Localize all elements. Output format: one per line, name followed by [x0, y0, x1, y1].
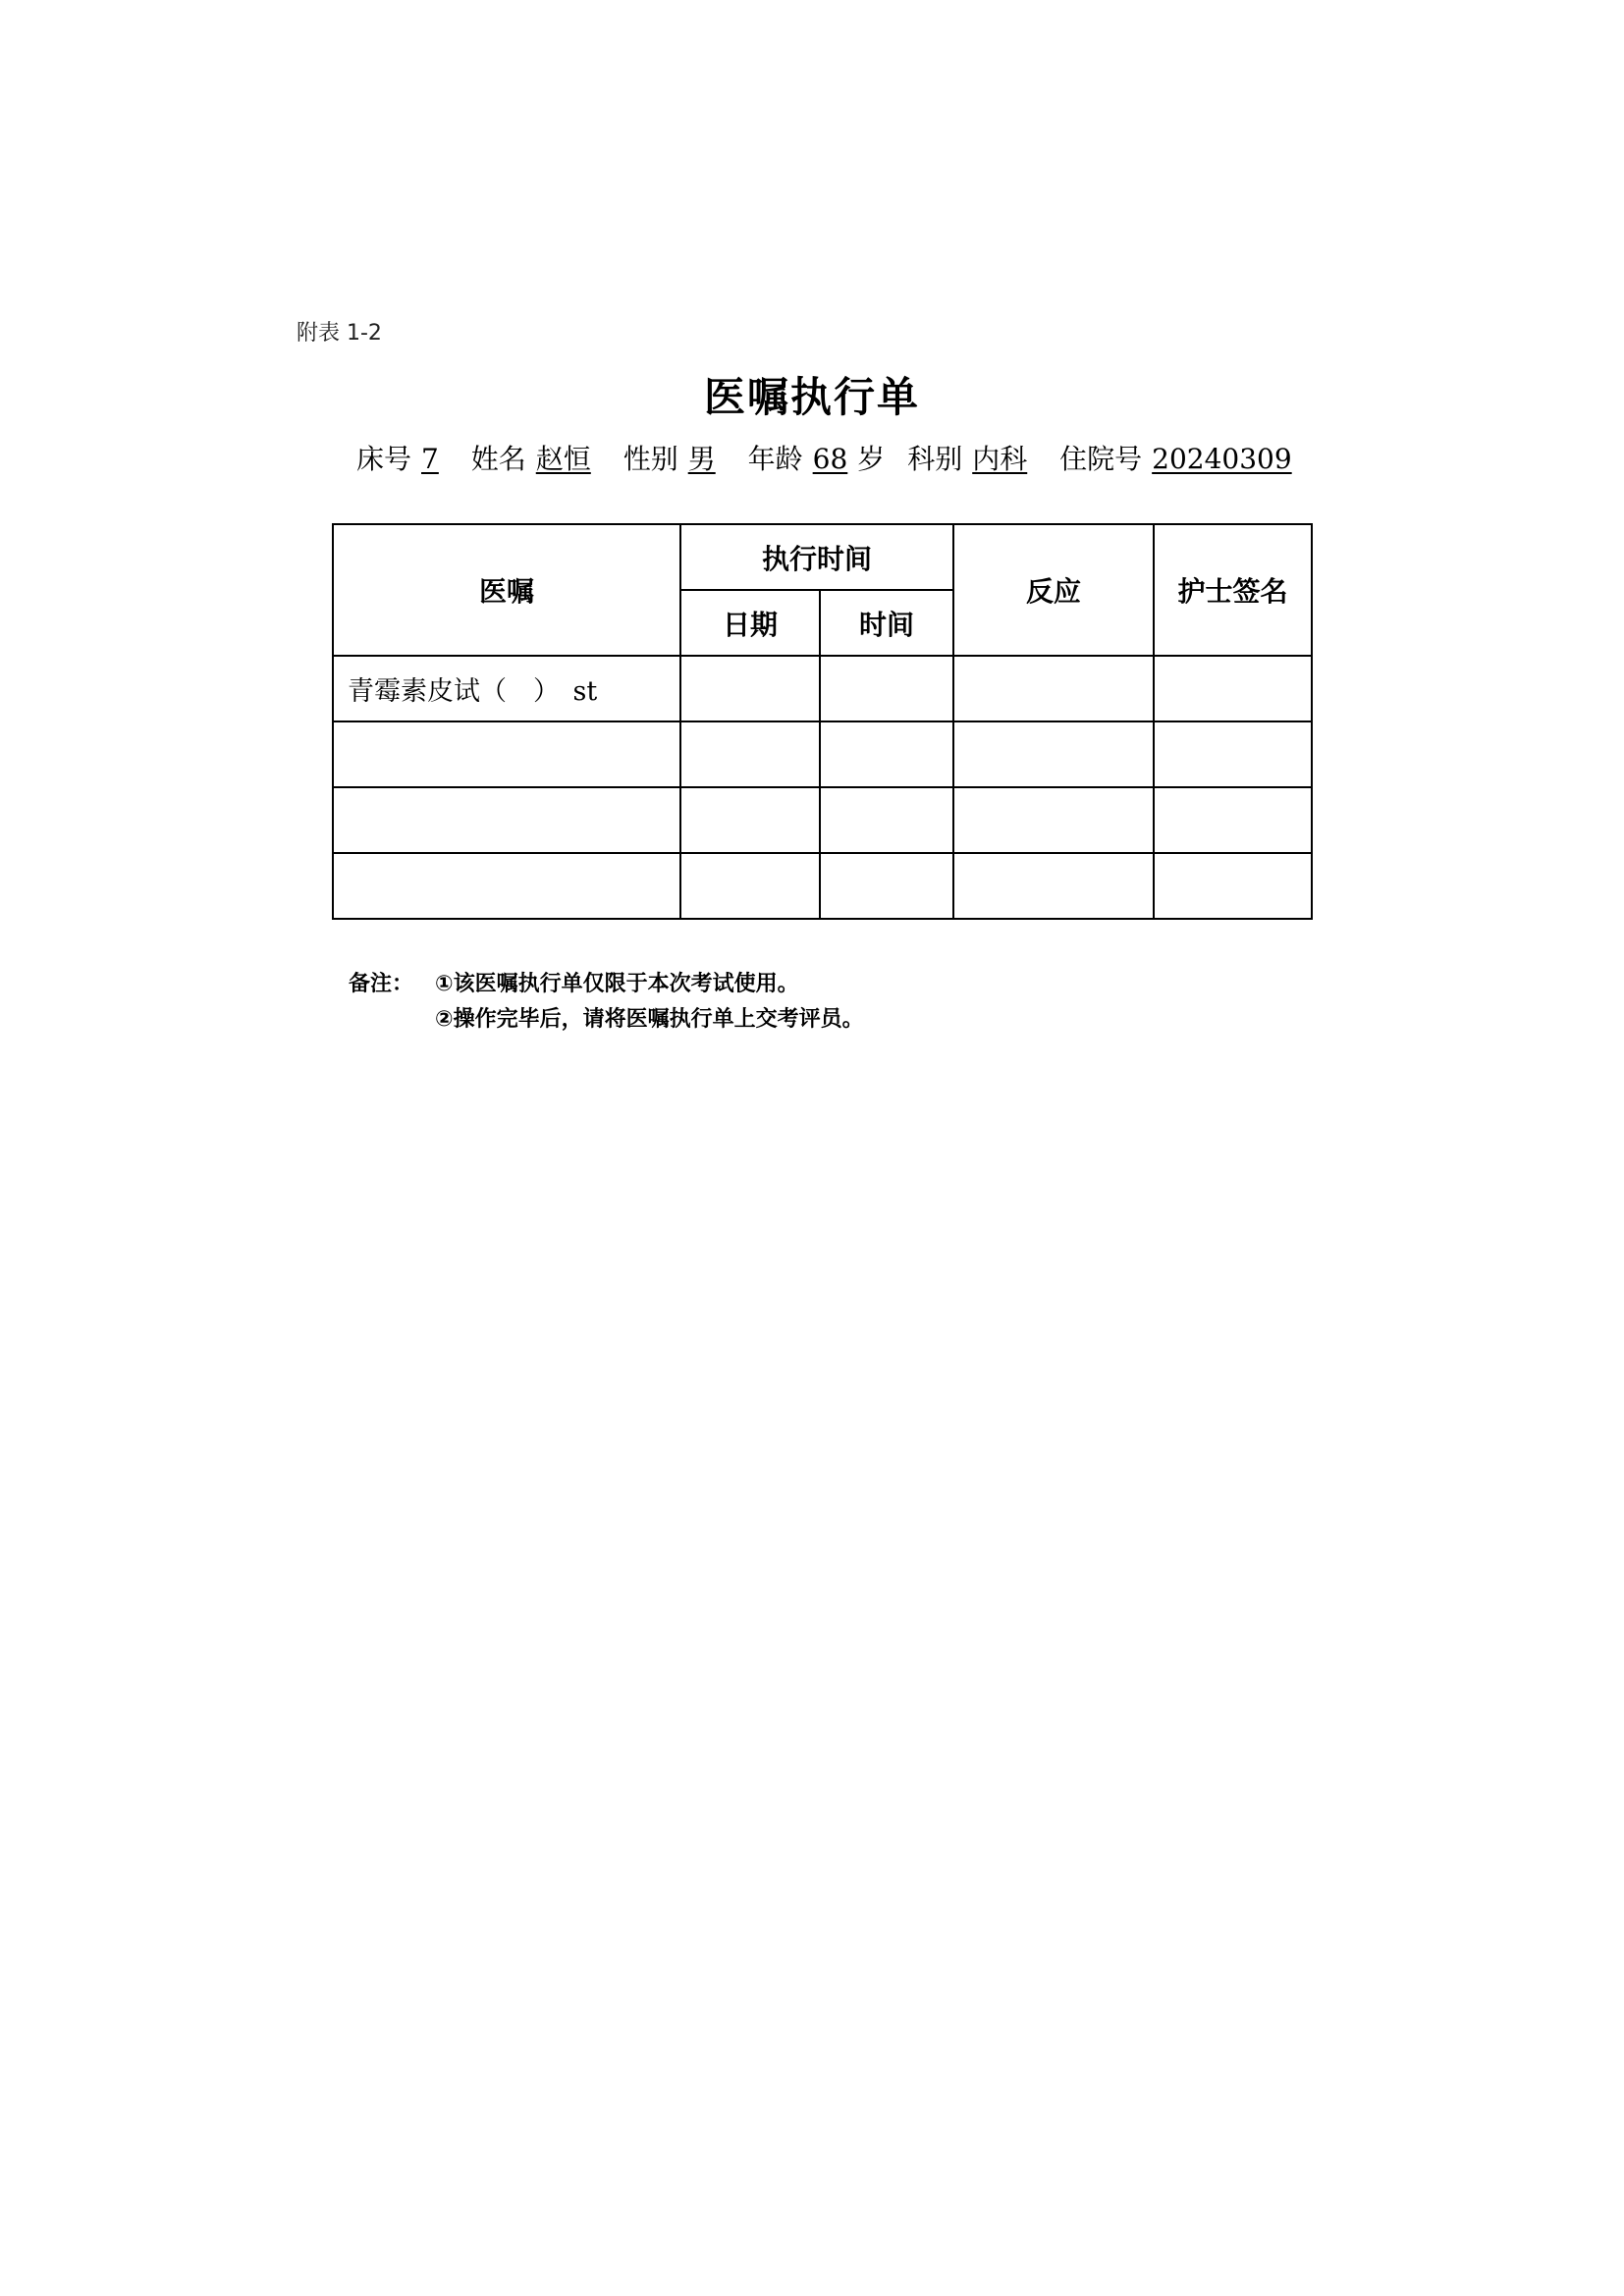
appendix-label: 附表 1-2 — [297, 321, 382, 346]
date-cell — [680, 656, 820, 721]
table-row — [333, 853, 1312, 919]
order-execution-table — [332, 523, 1313, 920]
header-exec-time: 执行时间 — [680, 524, 953, 590]
age-suffix: 岁 — [857, 443, 886, 475]
remarks-line-1 — [349, 967, 864, 1002]
order-cell: 青霉素皮试（ ） st — [333, 656, 680, 721]
header-order: 医嘱 — [333, 524, 680, 656]
page-title: 医嘱执行单 — [703, 373, 920, 421]
name-value: 赵恒 — [535, 443, 591, 475]
header-reaction: 反应 — [953, 524, 1154, 656]
gender-label: 性别 — [623, 443, 678, 475]
reaction-cell — [953, 787, 1154, 853]
header-time: 时间 — [820, 590, 953, 656]
nurse-sign-cell — [1154, 656, 1312, 721]
time-cell — [820, 787, 953, 853]
remarks-text-2: ②操作完毕后，请将医嘱执行单上交考评员。 — [435, 1007, 864, 1032]
nurse-sign-cell — [1154, 721, 1312, 787]
bed-number-value: 7 — [421, 443, 439, 475]
remarks-text-1: ①该医嘱执行单仅限于本次考试使用。 — [435, 972, 799, 996]
time-cell — [820, 656, 953, 721]
table-row — [333, 656, 1312, 721]
date-cell — [680, 787, 820, 853]
time-cell — [820, 721, 953, 787]
age-value: 68 — [812, 443, 848, 475]
admission-number-label: 住院号 — [1059, 443, 1143, 475]
admission-number-value: 20240309 — [1152, 443, 1292, 475]
date-cell — [680, 853, 820, 919]
nurse-sign-cell — [1154, 787, 1312, 853]
department-label: 科别 — [907, 443, 963, 475]
patient-info-line — [356, 438, 1302, 477]
remarks-line-2 — [349, 1002, 864, 1038]
remarks-label: 备注： — [349, 972, 414, 996]
header-date: 日期 — [680, 590, 820, 656]
bed-number-label: 床号 — [356, 443, 412, 475]
date-cell — [680, 721, 820, 787]
order-cell — [333, 853, 680, 919]
remarks — [349, 967, 864, 1038]
header-nurse-sign: 护士签名 — [1154, 524, 1312, 656]
gender-value: 男 — [687, 443, 716, 475]
time-cell — [820, 853, 953, 919]
order-cell — [333, 787, 680, 853]
reaction-cell — [953, 853, 1154, 919]
reaction-cell — [953, 721, 1154, 787]
department-value: 内科 — [972, 443, 1028, 475]
table-row — [333, 787, 1312, 853]
order-cell — [333, 721, 680, 787]
age-label: 年龄 — [747, 443, 803, 475]
nurse-sign-cell — [1154, 853, 1312, 919]
reaction-cell — [953, 656, 1154, 721]
table-row — [333, 721, 1312, 787]
name-label: 姓名 — [470, 443, 526, 475]
